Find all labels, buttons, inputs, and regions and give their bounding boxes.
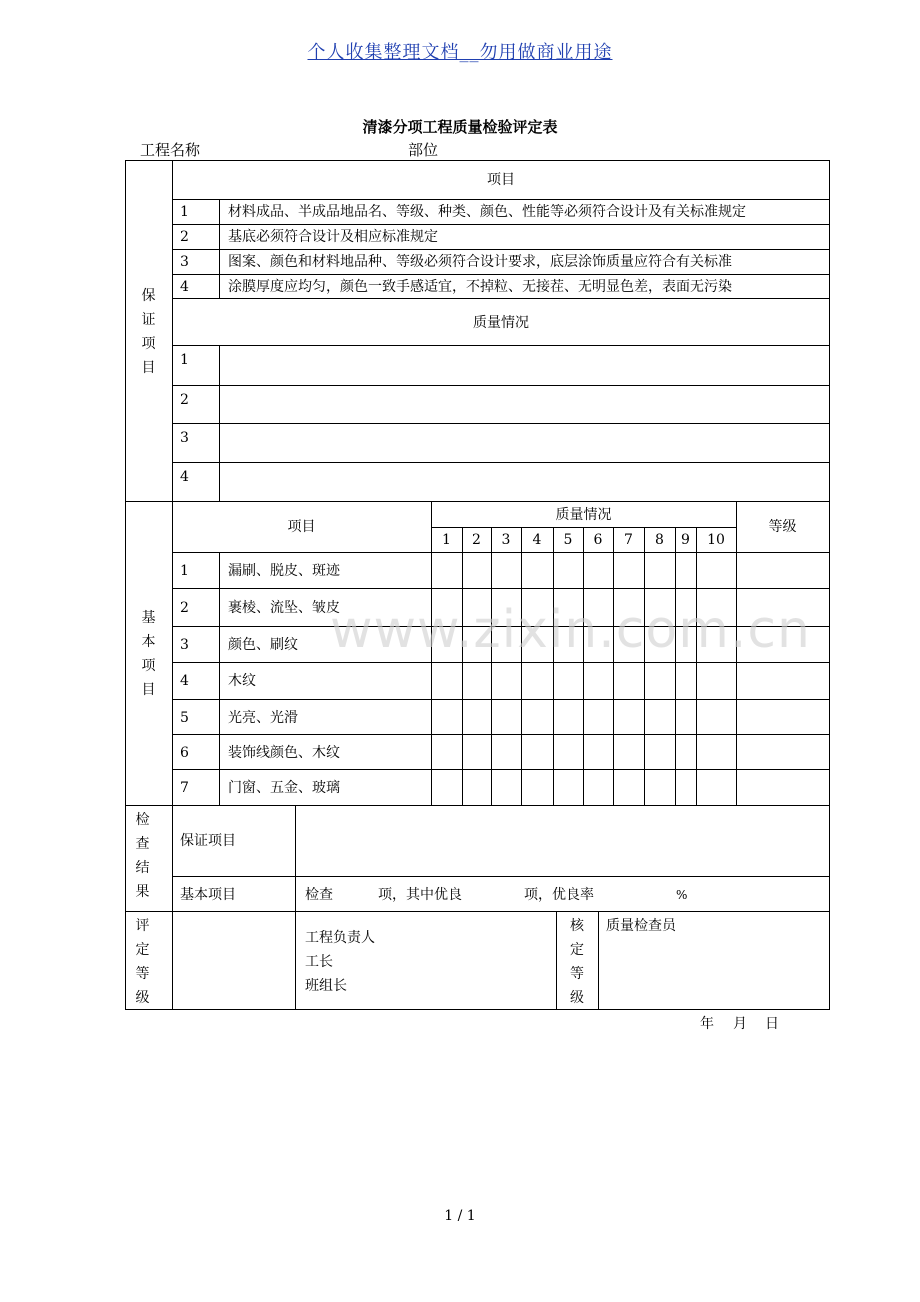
quality-column-header: 2 — [472, 532, 481, 548]
basic-side-label: 基 本 项 目 — [141, 610, 156, 698]
grade-side-label: 评 定 等 级 — [135, 918, 150, 1006]
quality-row-no: 1 — [180, 352, 189, 368]
check-rate-label: 项，优良率 — [524, 887, 594, 903]
guarantee-item-text: 基底必须符合设计及相应标准规定 — [228, 229, 438, 245]
basic-item-text: 裹棱、流坠、皱皮 — [228, 600, 340, 616]
quality-column-header: 6 — [593, 532, 603, 548]
quality-column-header: 8 — [655, 532, 664, 548]
basic-item-no: 7 — [180, 780, 189, 796]
basic-item-no: 6 — [180, 745, 189, 761]
verify-grade-label: 核 定 等 级 — [570, 918, 584, 1006]
basic-item-no: 4 — [180, 673, 189, 689]
responsible-roles — [305, 926, 375, 998]
quality-column-header: 4 — [532, 532, 542, 548]
guarantee-quality-header: 质量情况 — [473, 315, 529, 331]
quality-column-header: 9 — [681, 532, 690, 548]
watermark: www.zixin.com.cn — [330, 600, 811, 660]
basic-item-text: 装饰线颜色、木纹 — [228, 745, 340, 761]
check-count-label: 检查 — [305, 887, 333, 903]
foreman-label: 工长 — [305, 954, 333, 970]
basic-item-text: 漏刷、脱皮、斑迹 — [228, 563, 340, 579]
project-name-label: 工程名称 — [140, 141, 201, 159]
quality-column-header: 3 — [501, 532, 511, 548]
guarantee-item-text: 涂膜厚度应均匀，颜色一致手感适宜，不掉粒、无接茬、无明显色差，表面无污染 — [228, 279, 732, 295]
guarantee-item-text: 图案、颜色和材料地品种、等级必须符合设计要求，底层涂饰质量应符合有关标准 — [228, 254, 732, 270]
quality-row-no: 4 — [180, 469, 189, 485]
guarantee-item-no: 2 — [180, 229, 189, 245]
guarantee-items-header: 项目 — [487, 172, 515, 188]
basic-item-text: 木纹 — [228, 673, 256, 689]
location-label: 部位 — [408, 141, 439, 159]
basic-item-text: 门窗、五金、玻璃 — [228, 780, 340, 796]
check-basic-label: 基本项目 — [180, 887, 236, 903]
project-lead-label: 工程负责人 — [305, 930, 375, 946]
quality-column-header: 1 — [442, 532, 451, 548]
guarantee-side-label: 保 证 项 目 — [141, 288, 156, 376]
quality-column-header: 7 — [624, 532, 633, 548]
guarantee-item-no: 1 — [180, 204, 189, 220]
basic-item-no: 2 — [180, 600, 189, 616]
basic-quality-header: 质量情况 — [555, 507, 612, 523]
guarantee-item-text: 材料成品、半成品地品名、等级、种类、颜色、性能等必须符合设计及有关标准规定 — [228, 204, 746, 220]
check-percent-sign: % — [676, 888, 688, 902]
page-number: 1 / 1 — [444, 1208, 476, 1224]
team-leader-label: 班组长 — [305, 978, 347, 994]
check-guarantee-label: 保证项目 — [180, 833, 236, 849]
quality-column-header: 5 — [563, 532, 573, 548]
date-month: 月 — [733, 1016, 747, 1032]
basic-items-header: 项目 — [287, 519, 316, 535]
check-excellent-label: 项，其中优良 — [378, 887, 462, 903]
quality-column-header: 10 — [707, 532, 725, 548]
basic-item-no: 3 — [180, 637, 189, 653]
date-day: 日 — [765, 1016, 779, 1032]
guarantee-item-no: 3 — [180, 254, 189, 270]
inspector-label: 质量检查员 — [606, 918, 676, 934]
basic-item-no: 5 — [180, 710, 189, 726]
basic-item-text: 光亮、光滑 — [228, 710, 298, 726]
quality-row-no: 3 — [180, 430, 189, 446]
date-year: 年 — [700, 1016, 714, 1032]
form-title: 清漆分项工程质量检验评定表 — [362, 118, 558, 136]
quality-row-no: 2 — [180, 392, 189, 408]
basic-grade-header: 等级 — [768, 519, 797, 535]
basic-item-no: 1 — [180, 563, 189, 579]
header-note: 个人收集整理文档__勿用做商业用途 — [307, 42, 613, 63]
guarantee-item-no: 4 — [180, 279, 189, 295]
check-side-label: 检 查 结 果 — [135, 812, 150, 900]
basic-item-text: 颜色、刷纹 — [228, 637, 298, 653]
